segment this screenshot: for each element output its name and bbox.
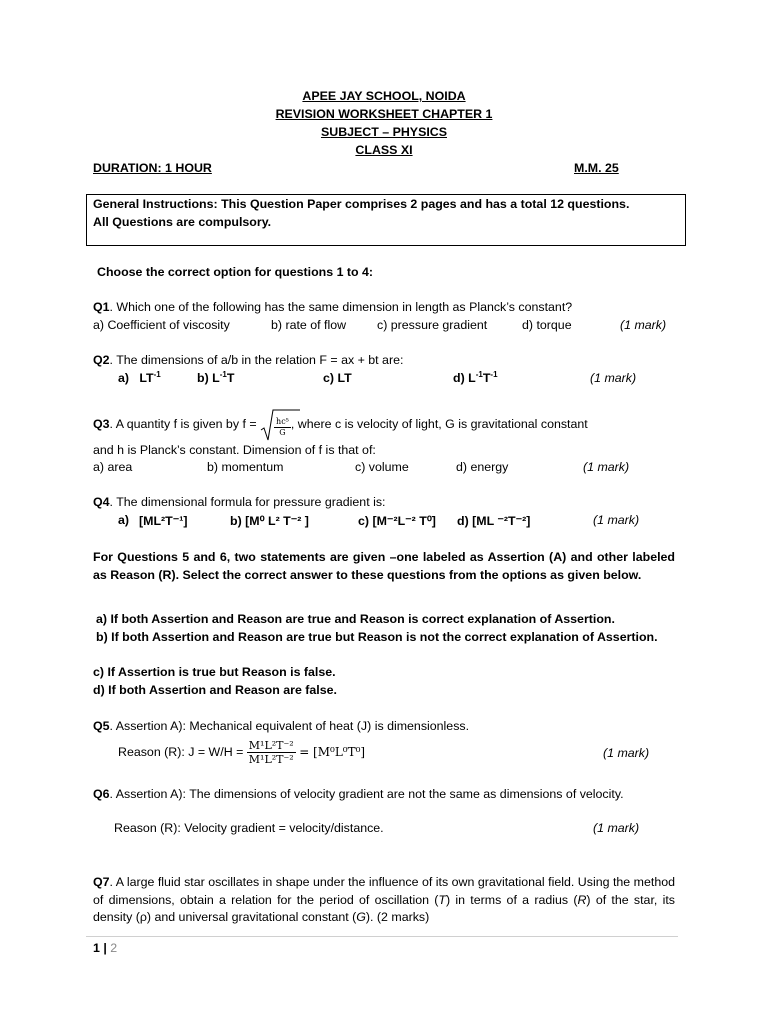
duration: DURATION: 1 HOUR [93,161,212,175]
q5-reason [118,734,365,770]
q2-opt-a-base: LT [139,371,154,385]
q4-text: . The dimensional formula for pressure gradient is: [109,495,386,509]
q2-opt-b-post: T [226,371,235,385]
q6-assertion-text: . Assertion A): The dimensions of velocity gradient are not the same as dimensions of velocity. [109,787,624,801]
max-marks: M.M. 25 [574,161,619,175]
q7-text-2: ) in terms of a radius ( [446,892,578,907]
q7-text-4: ). (2 marks) [365,910,430,924]
q3-pre: . A quantity f is given by f = [109,417,257,431]
q7-text-3: ) of the star, its density (ρ) and universal gravitational constant ( [93,892,675,924]
q2-opt-b [197,371,234,385]
q1-opt-c: c) pressure gradient [377,318,488,332]
q2-question [93,353,403,367]
q1-opt-b: b) rate of flow [271,318,347,332]
q7-question [93,874,675,927]
q2-opt-d-exp1: -1 [475,370,483,379]
assertion-intro: For Questions 5 and 6, two statements are given –one labeled as Assertion (A) and other labeled as Reason (R). Select the correct answer to these questions from the options as given below. [93,550,675,582]
option-c: c) If Assertion is true but Reason is false. [93,665,336,679]
option-b: b) If both Assertion and Reason are true but Reason is not the correct explanation of Assertion. [96,630,658,644]
q2-opt-d-mid: T [482,371,491,385]
option-d: d) If both Assertion and Reason are false. [93,683,337,697]
q3-line2: and h is Planck’s constant. Dimension of f is that of: [93,443,376,457]
q3-den: G [279,428,286,438]
q7-var-g: G [356,910,366,924]
q1-text: . Which one of the following has the same dimension in length as Planck’s constant? [109,300,573,314]
q1-marks: (1 mark) [620,318,667,332]
q4-marks: (1 mark) [593,513,640,527]
q3-label: Q3 [93,417,110,431]
q5-fraction [247,739,296,766]
q4-opt-c: c) [M⁻²L⁻² T⁰] [358,514,436,528]
q5-assertion-text: . Assertion A): Mechanical equivalent of heat (J) is dimensionless. [109,719,470,733]
instructions-line2: All Questions are compulsory. [93,215,272,229]
q1-question [93,300,572,314]
q3-opt-a: a) area [93,460,133,474]
q3-sqrt [260,408,291,442]
q2-opt-d [453,371,498,385]
q3-post: , where c is velocity of light, G is gravitational constant [290,417,588,431]
option-a: a) If both Assertion and Reason are true and Reason is correct explanation of Assertion. [96,612,615,626]
page-separator: | [103,941,107,955]
q3-num: hc⁵ [276,417,289,427]
q2-opt-a-label: a) [118,371,130,385]
q2-opt-a-exp: -1 [153,370,161,379]
q7-var-r: R [577,892,587,907]
school-name: APEE JAY SCHOOL, NOIDA [302,89,466,103]
page-total: 2 [110,941,118,955]
q3-opt-d: d) energy [456,460,509,474]
instructions-line1: General Instructions: This Question Paper comprises 2 pages and has a total 12 questions. [93,197,630,211]
q3-opt-c: c) volume [355,460,409,474]
q4-opt-d: d) [ML ⁻²T⁻²] [457,514,531,528]
class-title: CLASS XI [355,143,413,157]
q2-opt-b-exp: -1 [219,370,227,379]
q6-label: Q6 [93,787,110,801]
q5-assertion [93,719,469,733]
q2-label: Q2 [93,353,110,367]
q7-var-t: T [438,892,446,907]
q5-label: Q5 [93,719,110,733]
q6-marks: (1 mark) [593,821,640,835]
q5-den: M¹L²T⁻² [248,753,294,767]
q4-opt-b: b) [M⁰ L² T⁻² ] [230,514,309,528]
page-current: 1 [93,941,100,955]
q5-result: = [M⁰L⁰T⁰] [299,745,366,759]
footer-divider [86,936,678,937]
q4-question [93,495,385,509]
q7-text-1: . A large fluid star oscillates in shape under the influence of its own gravitational field. Using the method of dimensions, obtain a relation for the period of oscillation ( [93,875,675,907]
q2-opt-d-label: d) L [453,371,476,385]
radical-sign-icon [260,408,300,442]
q3-question [93,406,588,442]
q7-label: Q7 [93,875,110,889]
subject-title: SUBJECT – PHYSICS [320,125,447,139]
q5-marks: (1 mark) [603,746,650,760]
q2-opt-c: c) LT [323,371,352,385]
page-number [93,941,117,955]
q6-reason: Reason (R): Velocity gradient = velocity/distance. [114,821,384,835]
q4-opt-a-label: a) [118,513,130,527]
q5-reason-pre: Reason (R): J = W/H = [118,745,244,759]
section-heading: Choose the correct option for questions 1 to 4: [97,265,374,279]
q2-text: . The dimensions of a/b in the relation F = ax + bt are: [109,353,404,367]
q4-label: Q4 [93,495,110,509]
q6-assertion [93,786,675,804]
q2-opt-a [118,371,161,385]
q2-opt-b-label: b) L [197,371,220,385]
q3-marks: (1 mark) [583,460,630,474]
q1-opt-a: a) Coefficient of viscosity [93,318,230,332]
q1-opt-d: d) torque [522,318,572,332]
q4-opt-a: [ML²T⁻¹] [139,514,188,528]
q5-num: M¹L²T⁻² [248,739,294,753]
q3-opt-b: b) momentum [207,460,284,474]
q1-label: Q1 [93,300,110,314]
q2-marks: (1 mark) [590,371,637,385]
q2-opt-d-exp2: -1 [490,370,498,379]
worksheet-title: REVISION WORKSHEET CHAPTER 1 [275,107,493,121]
